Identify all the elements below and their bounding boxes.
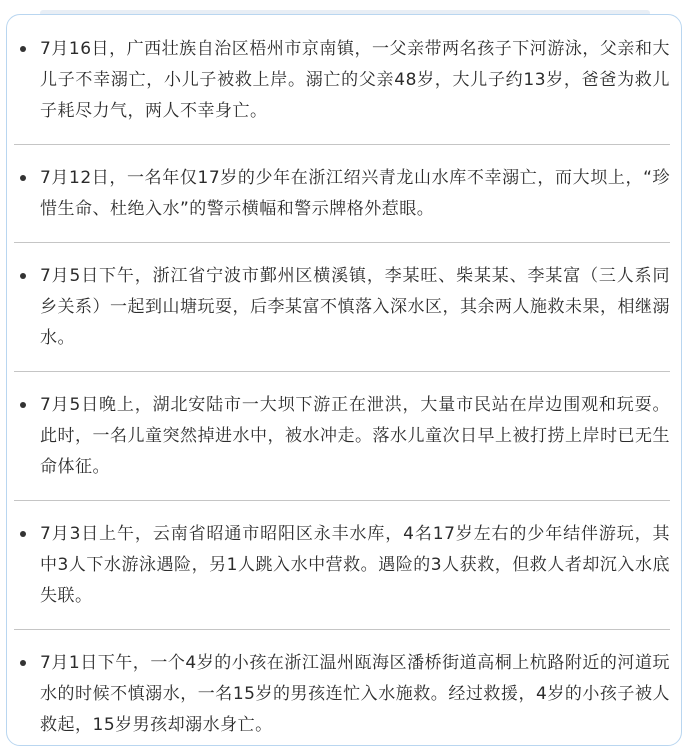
news-item-text: 7月16日，广西壮族自治区梧州市京南镇，一父亲带两名孩子下河游泳，父亲和大儿子不幸溺亡，小儿子被救上岸。溺亡的父亲48岁，大儿子约13岁，爸爸为救儿子耗尽力气，两人不幸身亡。 [40, 39, 670, 121]
news-item-text: 7月5日下午，浙江省宁波市鄞州区横溪镇，李某旺、柴某某、李某富（三人系同乡关系）一起到山塘玩耍，后李某富不慎落入深水区，其余两人施救未果，相继溺水。 [40, 266, 670, 348]
divider [14, 371, 670, 372]
news-item [14, 261, 670, 354]
divider [14, 629, 670, 630]
bullet-icon [20, 46, 26, 52]
news-item-text: 7月3日上午，云南省昭通市昭阳区永丰水库，4名17岁左右的少年结伴游玩，其中3人下水游泳遇险，另1人跳入水中营救。遇险的3人获救，但救人者却沉入水底失联。 [40, 524, 671, 606]
divider [14, 242, 670, 243]
news-item-text: 7月12日，一名年仅17岁的少年在浙江绍兴青龙山水库不幸溺亡，而大坝上，“珍惜生命、杜绝入水”的警示横幅和警示牌格外惹眼。 [40, 168, 670, 219]
bullet-icon [20, 402, 26, 408]
bullet-icon [20, 531, 26, 537]
bullet-icon [20, 175, 26, 181]
news-item [14, 519, 670, 612]
news-item [14, 34, 670, 127]
divider [14, 144, 670, 145]
bullet-icon [20, 660, 26, 666]
news-item [14, 648, 670, 741]
news-item-text: 7月5日晚上，湖北安陆市一大坝下游正在泄洪，大量市民站在岸边围观和玩耍。此时，一名儿童突然掉进水中，被水冲走。落水儿童次日早上被打捞上岸时已无生命体征。 [40, 395, 670, 477]
divider [14, 500, 670, 501]
news-item [14, 163, 670, 225]
news-item-text: 7月1日下午，一个4岁的小孩在浙江温州瓯海区潘桥街道高桐上杭路附近的河道玩水的时候不慎溺水，一名15岁的男孩连忙入水施救。经过救援，4岁的小孩子被人救起，15岁男孩却溺水身亡。 [40, 653, 670, 735]
news-item [14, 390, 670, 483]
bullet-icon [20, 273, 26, 279]
news-list [14, 34, 670, 741]
